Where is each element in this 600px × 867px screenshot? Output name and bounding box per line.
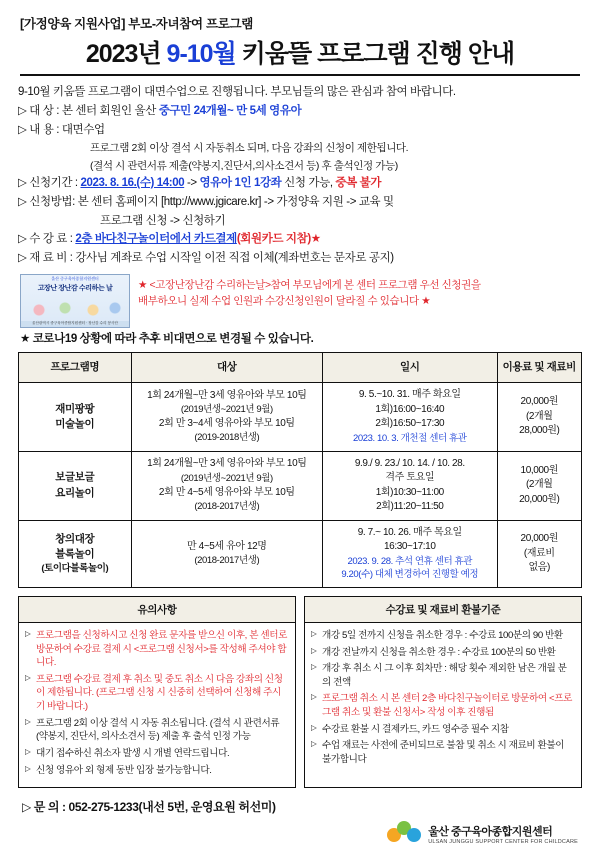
program-name-line-1: 재미팡팡 <box>55 402 95 415</box>
poster-artwork <box>25 298 125 316</box>
content-note-1: 프로그램 2회 이상 결석 시 자동취소 되며, 다음 강좌의 신청이 제한됩니다. <box>90 142 409 155</box>
fee-line-3: 20,000원) <box>519 493 560 505</box>
target-line-1: 만 4~5세 유아 12명 <box>187 540 267 552</box>
date-line-2: 1회)16:00~16:40 <box>375 403 445 415</box>
logo-text <box>428 823 578 845</box>
target-line-3: 2회 만 4~5세 영유아와 부모 10팀 <box>158 486 295 498</box>
poster-footer-text: 울산광역시 중구육아종합지원센터 · 장난감 수리 봉사단 <box>21 321 129 327</box>
target-line-1: 1회 24개월~만 3세 영유아와 부모 10팀 <box>147 458 307 470</box>
content-line: ▷ 내 용 : 대면수업 <box>18 123 105 136</box>
title-suffix: 키움뜰 프로그램 진행 안내 <box>235 40 515 68</box>
cell-target <box>131 520 322 588</box>
cell-fee <box>497 520 581 588</box>
center-logo <box>14 821 578 847</box>
col-target: 대상 <box>131 353 322 383</box>
list-item: ▷ 프로그램 취소 시 본 센터 2층 바다친구놀이터로 방문하여 <프로그램 취소 및 환불 신청서> 작성 이후 진행됨 <box>311 692 575 719</box>
contact-line: ▷ 문 의 : 052-275-1233(내선 5번, 운영요원 허선미) <box>22 800 276 815</box>
cell-program-name <box>19 383 132 451</box>
apply-duplicate-note: 중복 불가 <box>335 176 382 189</box>
col-fee: 이용료 및 재료비 <box>497 353 581 383</box>
date-line-1: 9. 5.~10. 31. 매주 화요일 <box>358 389 461 401</box>
notice-table-title: 유의사항 <box>19 597 295 623</box>
target-line-2: (2019년생~2021년 9월) <box>180 404 273 416</box>
date-line-3: 2회)16:50~17:30 <box>375 418 445 430</box>
apply-arrow-2: 신청 가능, <box>281 176 336 189</box>
kicker-text: [가정양육 지원사업] 부모-자녀참여 프로그램 <box>20 17 254 31</box>
refund-table <box>304 596 582 788</box>
info-block <box>18 84 582 268</box>
date-note: 9.20(수) 대체 변경하여 진행할 예정 <box>341 569 479 581</box>
fee-line-2: (2개월 <box>525 479 553 491</box>
cell-program-name <box>19 520 132 588</box>
program-name-line-3: (토이다블록놀이) <box>41 563 109 575</box>
cell-program-name <box>19 451 132 520</box>
fee-line-1: 20,000원 <box>520 396 558 408</box>
apply-method-line-2: 프로그램 신청 -> 신청하기 <box>100 214 226 227</box>
poster-note-line-1: ★ <고장난장난감 수리하는날>참여 부모님에게 본 센터 프로그램 우선 신청권을 <box>138 279 481 292</box>
apply-method-line: ▷ 신청방법: 본 센터 홈페이지 [http://www.jgicare.kr] -> 가정양육 지원 -> 교육 및 <box>18 195 394 208</box>
bottom-tables <box>18 596 582 788</box>
target-line-4: (2018-2017년생) <box>194 501 260 513</box>
col-program-name: 프로그램명 <box>19 353 132 383</box>
target-line-2: (2018-2017년생) <box>194 555 260 567</box>
table-row <box>19 451 582 520</box>
table-header-row <box>19 353 582 383</box>
date-line-3: 1회)10:30~11:00 <box>375 486 444 498</box>
fee-line-2: (재료비 <box>523 547 555 559</box>
cell-fee <box>497 451 581 520</box>
date-line-2: 16:30~17:10 <box>384 541 436 553</box>
target-label: ▷ 대 상 : <box>18 104 62 117</box>
header-divider <box>20 74 580 76</box>
target-line-4: (2019-2018년생) <box>194 432 260 444</box>
target-line <box>18 103 582 121</box>
target-prefix: 본 센터 회원인 울산 <box>61 104 159 117</box>
logo-name-kr: 울산 중구육아종합지원센터 <box>428 826 553 839</box>
target-accent: 중구민 24개월~ 만 5세 영유아 <box>158 104 302 117</box>
covid-warning: ★ 코로나19 상황에 따라 추후 비대면으로 변경될 수 있습니다. <box>20 333 314 346</box>
content-note-2: (결석 시 관련서류 제출(약봉지,진단서,의사소견서 등) 후 출석인정 가능) <box>90 159 398 172</box>
list-item: ▷ 대기 접수하신 취소자 발생 시 개별 연락드립니다. <box>25 747 289 761</box>
table-row <box>19 383 582 451</box>
poster-title: 고장난 장난감 수리하는 날 <box>37 284 113 292</box>
logo-name-en: ULSAN JUNGGU SUPPORT CENTER FOR CHILDCARE <box>428 839 578 846</box>
date-note: 2023. 10. 3. 개천절 센터 휴관 <box>353 432 467 444</box>
date-line-3: 2023. 9. 28. 추석 연휴 센터 휴관 <box>347 555 473 567</box>
fee-line-1: 20,000원 <box>520 533 558 545</box>
date-line-1: 9. 7.~ 10. 26. 매주 목요일 <box>357 526 462 538</box>
refund-list <box>305 623 581 776</box>
program-name-line-2: 블록놀이 <box>55 547 95 560</box>
logo-icon <box>387 821 421 847</box>
title-accent: 9-10월 <box>166 40 236 68</box>
list-item: ▷ 신청 영유아 외 형제 동반 입장 불가능합니다. <box>25 764 289 778</box>
cell-target <box>131 383 322 451</box>
apply-date: 2023. 8. 16.(수) 14:00 <box>80 176 185 189</box>
list-item: ▷ 프로그램 2회 이상 결석 시 자동 취소됩니다. (결석 시 관련서류 (약봉지, 진단서, 의사소견서 등) 제출 후 출석 인정 가능 <box>25 717 289 744</box>
target-line-1: 1회 24개월~만 3세 영유아와 부모 10팀 <box>147 389 307 401</box>
list-item: ▷ 수업 재료는 사전에 준비되므로 불참 및 취소 시 재료비 환불이 불가합니다 <box>311 739 575 766</box>
poster-note-line-2: 배부하오니 실제 수업 인원과 수강신청인원이 달라질 수 있습니다 ★ <box>138 294 431 307</box>
apply-arrow-1: -> <box>184 176 200 189</box>
intro-line: 9-10월 키움뜰 프로그램이 대면수업으로 진행됩니다. 부모님들의 많은 관심과 참여 바랍니다. <box>18 86 456 98</box>
apply-period-line <box>18 175 582 193</box>
list-item: ▷ 수강료 환불 시 결제카드, 카드 영수증 필수 지참 <box>311 723 575 737</box>
fee-line-3: 없음) <box>528 562 550 574</box>
notice-list <box>19 623 295 787</box>
cell-datetime <box>323 520 498 588</box>
cell-target <box>131 451 322 520</box>
program-name-line-2: 요리놀이 <box>55 486 95 499</box>
apply-label: ▷ 신청기간 : <box>18 176 81 189</box>
fee-line <box>18 231 582 249</box>
page-title <box>14 34 586 70</box>
program-table <box>18 352 582 588</box>
program-name-line-1: 보글보글 <box>55 471 95 484</box>
table-row <box>19 520 582 588</box>
date-note: 2회)11:20~11:50 <box>376 501 444 513</box>
list-item: ▷ 개강 전날까지 신청을 취소한 경우 : 수강료 100분의 50 반환 <box>311 646 575 660</box>
list-item: ▷ 프로그램을 신청하시고 신청 완료 문자를 받으신 이후, 본 센터로 방문하여 수강료 결제 시 <프로그램 신청서>를 작성해 주셔야 합니다. <box>25 629 289 670</box>
fee-line-3: 28,000원) <box>519 425 560 437</box>
refund-table-title: 수강료 및 재료비 환불기준 <box>305 597 581 623</box>
target-line-3: 2회 만 3~4세 영유아와 부모 10팀 <box>158 417 295 429</box>
fee-line-1: 10,000원 <box>520 464 558 476</box>
cell-datetime <box>323 383 498 451</box>
program-name-line-1: 창의대장 <box>55 532 95 545</box>
cell-datetime <box>323 451 498 520</box>
program-name-line-2: 미술놀이 <box>55 417 95 430</box>
toy-repair-poster-image <box>20 274 130 328</box>
list-item: ▷ 개강 5일 전까지 신청을 취소한 경우 : 수강료 100분의 90 반환 <box>311 629 575 643</box>
target-line-2: (2019년생~2021년 9월) <box>180 472 273 484</box>
list-item: ▷ 개강 후 취소 시 그 이후 회차만 : 해당 횟수 제외한 남은 개월 분의 전액 <box>311 662 575 689</box>
poster-top-text: 울산 중구육아종합지원센터 <box>51 276 99 282</box>
col-datetime: 일시 <box>323 353 498 383</box>
date-line-1: 9.9./ 9. 23./ 10. 14. / 10. 28. <box>354 457 465 469</box>
poster-note <box>138 274 481 310</box>
poster-row <box>20 274 582 328</box>
apply-rule: 영유아 1인 1강좌 <box>199 176 282 189</box>
cell-fee <box>497 383 581 451</box>
date-line-2: 격주 토요일 <box>385 472 435 484</box>
notice-table <box>18 596 296 788</box>
fee-line-2: (2개월 <box>525 410 553 422</box>
title-prefix: 2023년 <box>85 40 167 68</box>
list-item: ▷ 프로그램 수강료 결제 후 취소 및 중도 취소 시 다음 강좌의 신청이 제한됩니다. (프로그램 신청 시 신중히 선택하여 신청해 주시기 바랍니다.) <box>25 673 289 714</box>
fee-note: (회원카드 지참)★ <box>236 233 321 246</box>
fee-value: 2층 바다친구놀이터에서 카드결제 <box>75 233 237 246</box>
fee-label: ▷ 수 강 료 : <box>18 233 76 246</box>
material-fee-line: ▷ 재 료 비 : 강사님 계좌로 수업 시작일 이전 직접 이체(계좌번호는 문자로 공지) <box>18 252 394 265</box>
